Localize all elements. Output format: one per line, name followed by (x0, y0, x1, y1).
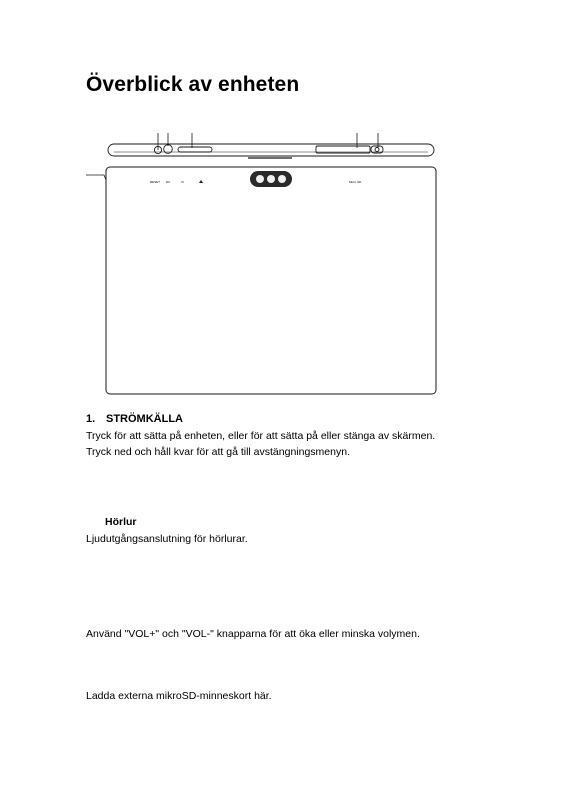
device-illustration (0, 0, 567, 400)
volume-description: Använd "VOL+" och "VOL-" knapparna för att öka eller minska volymen. (86, 628, 420, 640)
volume-button-icon (178, 147, 212, 152)
power-led-icon (375, 148, 379, 152)
callout-lines (86, 133, 378, 180)
microsd-description: Ladda externa mikroSD-minneskort här. (86, 690, 272, 702)
tablet-top-edge (108, 144, 434, 158)
section-heading-power (86, 413, 183, 425)
camera-lens-icon (278, 175, 286, 183)
camera-lens-icon (256, 175, 264, 183)
section-number: 1. (86, 413, 96, 425)
callout-line-6 (86, 175, 106, 180)
device-overview-diagram (0, 0, 567, 400)
section-heading-headphone: Hörlur (105, 516, 137, 528)
reset-label: RESET (150, 180, 161, 184)
tablet-edge-outline (108, 144, 434, 156)
power-description-line-1: Tryck för att sätta på enheten, eller för att sätta på eller stänga av skärmen. (86, 430, 436, 442)
dc-label: DC (166, 180, 171, 184)
tablet-front (106, 167, 436, 394)
triangle-mark-icon (199, 180, 203, 183)
camera-lens-icon (267, 175, 275, 183)
microsd-label: Micro SD (349, 180, 362, 184)
headphone-description: Ljudutgångsanslutning för hörlurar. (86, 533, 248, 545)
tablet-front-outline (106, 167, 436, 394)
section-title: STRÖMKÄLLA (106, 413, 183, 425)
power-description-line-2: Tryck ned och håll kvar för att gå till avstängningsmenyn. (86, 446, 350, 458)
page-title: Överblick av enheten (86, 73, 300, 96)
